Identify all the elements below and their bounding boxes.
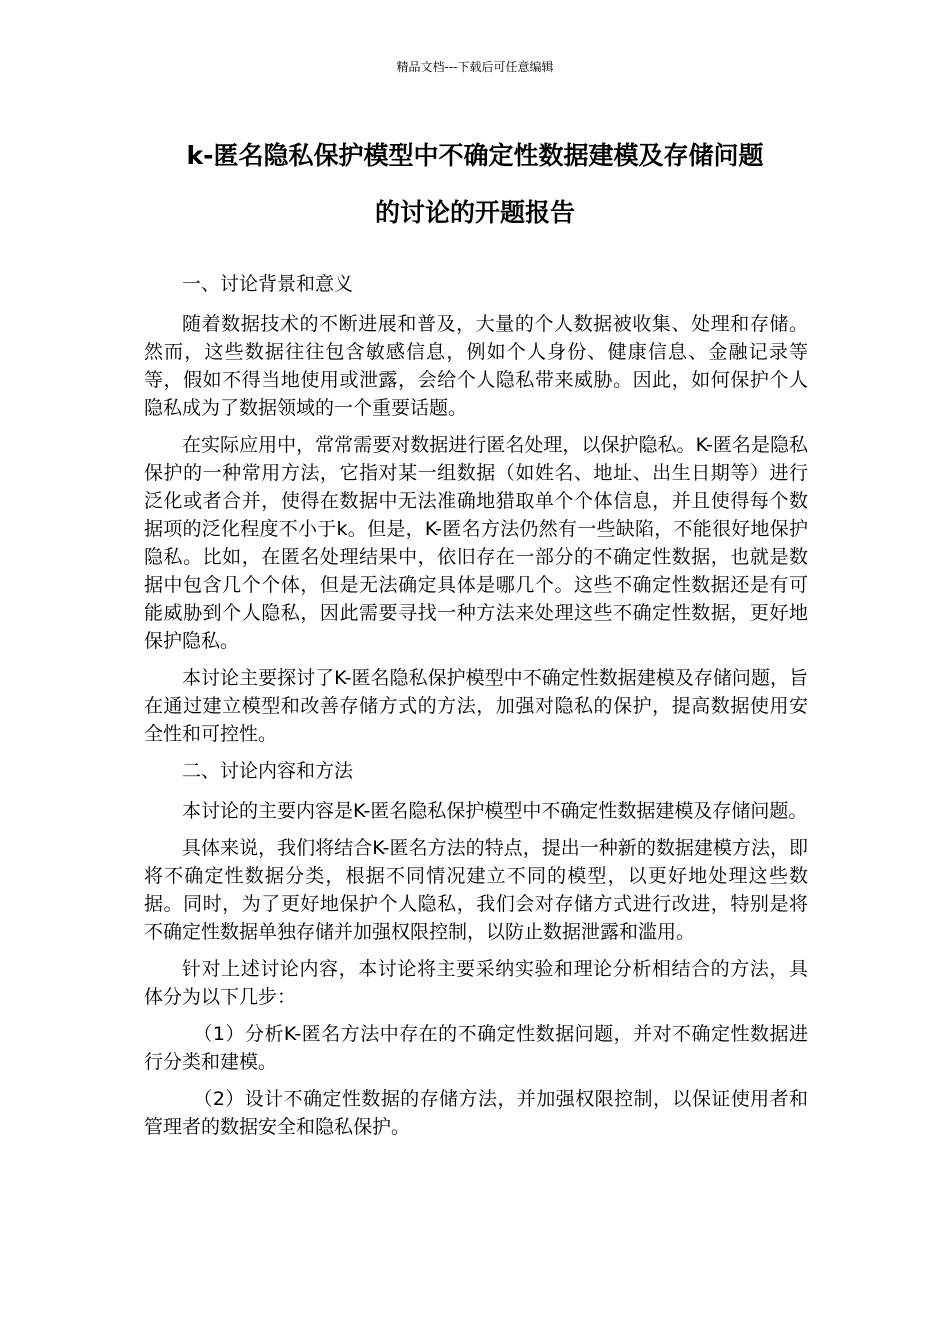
method-step-1: （1）分析K-匿名方法中存在的不确定性数据问题，并对不确定性数据进行分类和建模。 bbox=[144, 1023, 808, 1073]
paragraph-content-2: 具体来说，我们将结合K-匿名方法的特点，提出一种新的数据建模方法，即将不确定性数据分类，根据不同情况建立不同的模型，以更好地处理这些数据。同时，为了更好地保护个人隐私，我们会对存储方式进行改进，特别是将不确定性数据单独存储并加强权限控制，以防止数据泄露和滥用。 bbox=[144, 837, 808, 943]
paragraph-content-3: 针对上述讨论内容，本讨论将主要采纳实验和理论分析相结合的方法，具体分为以下几步： bbox=[144, 958, 808, 1008]
paragraph-background-3: 本讨论主要探讨了K-匿名隐私保护模型中不确定性数据建模及存储问题，旨在通过建立模型和改善存储方式的方法，加强对隐私的保护，提高数据使用安全性和可控性。 bbox=[144, 667, 808, 745]
section-heading-background: 一、讨论背景和意义 bbox=[182, 273, 354, 295]
method-step-2: （2）设计不确定性数据的存储方法，并加强权限控制，以保证使用者和管理者的数据安全和隐私保护。 bbox=[144, 1088, 808, 1138]
section-heading-content-methods: 二、讨论内容和方法 bbox=[182, 760, 354, 782]
paragraph-content-1: 本讨论的主要内容是K-匿名隐私保护模型中不确定性数据建模及存储问题。 bbox=[182, 800, 808, 822]
paragraph-background-1: 随着数据技术的不断进展和普及，大量的个人数据被收集、处理和存储。然而，这些数据往往包含敏感信息，例如个人身份、健康信息、金融记录等等，假如不得当地使用或泄露，会给个人隐私带来威胁。因此，如何保护个人隐私成为了数据领域的一个重要话题。 bbox=[144, 313, 808, 419]
document-title-line-1: k-匿名隐私保护模型中不确定性数据建模及存储问题 bbox=[186, 141, 764, 170]
document-title-line-2: 的讨论的开题报告 bbox=[374, 198, 575, 227]
document-body bbox=[144, 270, 808, 1150]
page-header-note: 精品文档---下载后可任意编辑 bbox=[396, 60, 554, 74]
paragraph-background-2: 在实际应用中，常常需要对数据进行匿名处理，以保护隐私。K-匿名是隐私保护的一种常用方法，它指对某一组数据（如姓名、地址、出生日期等）进行泛化或者合并，使得在数据中无法准确地猎取单个个体信息，并且使得每个数据项的泛化程度不小于k。但是，K-匿名方法仍然有一些缺陷，不能很好地保护隐私。比如，在匿名处理结果中，依旧存在一部分的不确定性数据，也就是数据中包含几个个体，但是无法确定具体是哪几个。这些不确定性数据还是有可能威胁到个人隐私，因此需要寻找一种方法来处理这些不确定性数据，更好地保护隐私。 bbox=[144, 434, 808, 652]
